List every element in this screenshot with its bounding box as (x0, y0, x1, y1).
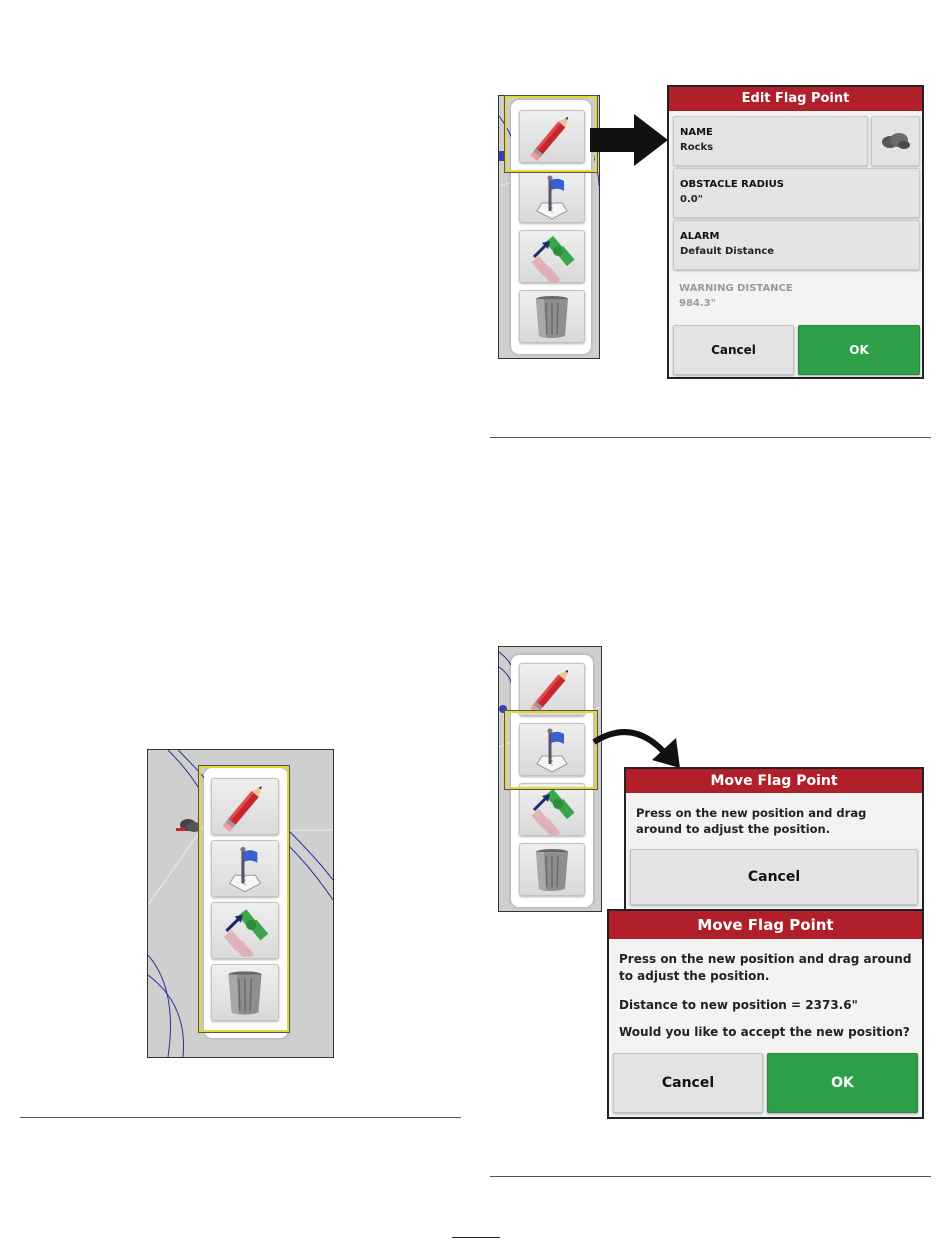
ok-button[interactable]: OK (767, 1053, 918, 1113)
icon-select-button[interactable] (871, 116, 920, 166)
divider-bottom-left (20, 1117, 461, 1118)
radius-value: 0.0" (680, 194, 703, 205)
ok-button[interactable]: OK (798, 325, 920, 375)
satellite-icon (520, 784, 584, 835)
name-field[interactable] (673, 116, 868, 166)
rock-marker-icon (176, 816, 204, 836)
distance-text: Distance to new position = 2373.6" (619, 998, 858, 1012)
move-flag-button[interactable] (519, 170, 585, 223)
tool-strip-left (204, 768, 288, 1038)
flag-marker (499, 151, 505, 161)
cancel-button[interactable]: Cancel (613, 1053, 763, 1113)
satellite-icon (520, 231, 584, 282)
alarm-value: Default Distance (680, 246, 775, 257)
satellite-icon (212, 903, 278, 958)
pencil-icon (212, 779, 278, 834)
divider-top-right (490, 437, 931, 438)
trash-icon (520, 291, 584, 342)
move-flag-dialog-1 (624, 767, 924, 911)
footer-rule (452, 1237, 500, 1238)
move-flag-icon (520, 171, 584, 222)
tool-strip (511, 100, 591, 354)
move-flag-dialog-2 (607, 909, 924, 1119)
reposition-button[interactable] (519, 783, 585, 836)
move-dialog-1-title: Move Flag Point (626, 769, 922, 793)
reposition-button[interactable] (211, 902, 279, 959)
move-flag-button[interactable] (519, 723, 585, 776)
tool-strip-bottom (511, 655, 593, 907)
radius-label: OBSTACLE RADIUS (680, 179, 784, 190)
arrow-right-icon (590, 114, 670, 166)
alarm-label: ALARM (680, 231, 720, 242)
edit-dialog-title: Edit Flag Point (669, 87, 922, 111)
cancel-button[interactable]: Cancel (673, 325, 794, 375)
warning-value: 984.3" (679, 298, 716, 309)
pencil-icon (520, 111, 584, 162)
map-panel-top (498, 95, 600, 359)
warning-distance-field (673, 272, 918, 320)
cancel-button[interactable]: Cancel (630, 849, 918, 905)
alarm-field[interactable] (673, 220, 920, 270)
edit-button[interactable] (519, 663, 585, 716)
move-dialog-2-message: Press on the new position and drag around to adjust the position. (619, 952, 912, 983)
delete-button[interactable] (519, 843, 585, 896)
delete-button[interactable] (519, 290, 585, 343)
map-panel-bottom (498, 646, 602, 912)
move-flag-icon (212, 841, 278, 896)
move-dialog-1-message: Press on the new position and drag around to adjust the position. (636, 806, 867, 836)
divider-bottom-right (490, 1176, 931, 1177)
warning-label: WARNING DISTANCE (679, 283, 793, 294)
name-label: NAME (680, 127, 713, 138)
map-panel-left (147, 749, 334, 1058)
delete-button[interactable] (211, 964, 279, 1021)
edit-flag-dialog (667, 85, 924, 379)
move-flag-icon (520, 724, 584, 775)
name-value: Rocks (680, 142, 714, 153)
obstacle-radius-field[interactable] (673, 168, 920, 218)
edit-button[interactable] (519, 110, 585, 163)
trash-icon (212, 965, 278, 1020)
rock-icon (872, 117, 919, 165)
flag-marker (499, 705, 507, 713)
pencil-icon (520, 664, 584, 715)
accept-question: Would you like to accept the new position? (619, 1025, 910, 1039)
reposition-button[interactable] (519, 230, 585, 283)
move-flag-button[interactable] (211, 840, 279, 897)
trash-icon (520, 844, 584, 895)
edit-button[interactable] (211, 778, 279, 835)
move-dialog-2-title: Move Flag Point (609, 911, 922, 939)
